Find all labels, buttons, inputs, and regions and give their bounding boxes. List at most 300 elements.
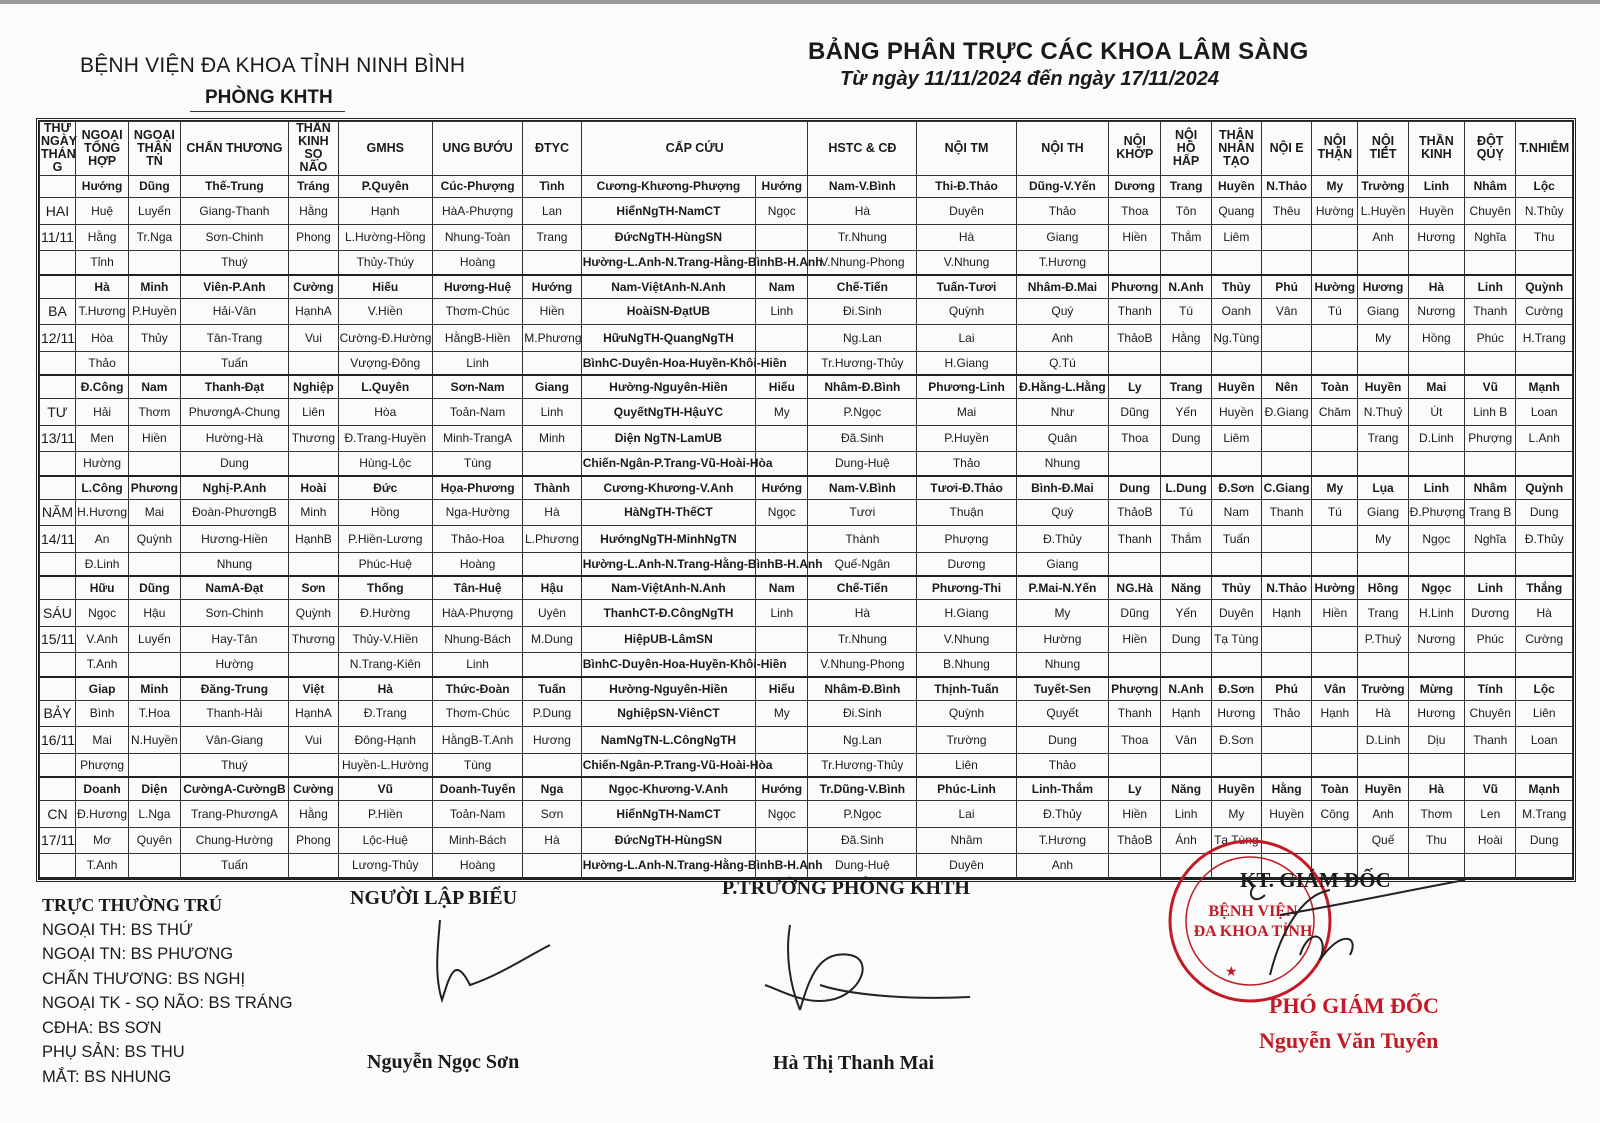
preparer-name: Nguyễn Ngọc Sơn (367, 1051, 520, 1073)
column-header-line: NỘI TM (944, 140, 989, 155)
table-cell: Vân (1261, 298, 1311, 324)
table-cell: Nhâm-Đ.Mai (1016, 275, 1108, 299)
table-cell: L.Huyền (1358, 198, 1408, 224)
table-cell: Minh (523, 425, 581, 451)
table-cell: Lai (917, 325, 1017, 351)
table-cell: Tr.Hương-Thủy (808, 351, 917, 375)
table-cell: Tú (1312, 298, 1358, 324)
table-cell: Tuấn (180, 854, 289, 878)
table-cell: Vũ (338, 777, 432, 801)
table-cell (1408, 753, 1464, 777)
table-cell: Hường-L.Anh-N.Trang-Hằng-BìnhB-H.Anh (581, 251, 755, 275)
table-cell: Thi-Đ.Thảo (917, 175, 1017, 198)
table-cell: Thương (289, 425, 338, 451)
table-cell: Thoa (1109, 727, 1161, 753)
table-cell: Thảo-Hoa (432, 526, 522, 552)
table-cell: Thắm (1161, 224, 1211, 250)
table-cell: Nam-V.Bình (808, 175, 917, 198)
table-cell: Anh (1016, 325, 1108, 351)
table-cell: Cương-Khương-Phượng (581, 175, 755, 198)
table-cell (756, 425, 808, 451)
table-cell: Thuận (917, 499, 1017, 525)
table-cell: Hà (808, 600, 917, 626)
column-header-line: TỔNG (84, 140, 121, 155)
table-cell: Duyên (917, 854, 1017, 878)
table-cell: Đ.Sơn (1211, 677, 1261, 701)
table-cell: Quyết (1016, 700, 1108, 726)
table-cell: Thương (289, 626, 338, 652)
table-cell: Thu (1408, 827, 1464, 853)
deputy-head-title: P.TRƯỞNG PHÒNG KHTH (722, 877, 970, 899)
table-cell (1516, 552, 1573, 576)
table-cell: Hà (1408, 777, 1464, 801)
table-cell: Liêm (1211, 425, 1261, 451)
table-cell: Năng (1161, 576, 1211, 600)
table-cell: H.Hương (75, 499, 128, 525)
day-cell (40, 854, 76, 878)
table-row (40, 399, 1573, 425)
table-cell (523, 251, 581, 275)
table-cell: Hằng (75, 224, 128, 250)
table-cell: Giang-Thanh (180, 198, 289, 224)
day-cell (40, 175, 76, 198)
table-cell: Chiến-Ngân-P.Trang-Vũ-Hoài-Hòa (581, 753, 755, 777)
column-header-line: THẬN (1218, 127, 1254, 142)
table-row (40, 425, 1573, 451)
table-cell: Duyên (1211, 600, 1261, 626)
table-cell: Huyền (1211, 777, 1261, 801)
table-cell: Đ.Sơn (1211, 727, 1261, 753)
column-header (180, 122, 289, 176)
column-header-line: THÁN (41, 147, 76, 162)
table-cell: Mạnh (1516, 375, 1573, 399)
table-cell: P.Ngọc (808, 801, 917, 827)
table-cell: Hiền (1109, 626, 1161, 652)
day-cell (40, 677, 76, 701)
table-cell: Hường (75, 452, 128, 476)
table-cell: Sơn-Nam (432, 375, 522, 399)
table-cell: Ngọc (75, 600, 128, 626)
table-cell: Hương (1358, 275, 1408, 299)
table-cell: Phong (289, 827, 338, 853)
table-cell (129, 351, 180, 375)
table-cell: HạnhA (289, 298, 338, 324)
table-cell: Sơn-Chinh (180, 224, 289, 250)
table-cell: Quỳnh (1516, 275, 1573, 299)
column-header (523, 122, 581, 176)
table-cell: Hồng (1408, 325, 1464, 351)
table-cell: Tỉnh (75, 251, 128, 275)
table-cell: Nhâm-Đ.Bình (808, 677, 917, 701)
table-cell: Nhâm-Đ.Bình (808, 375, 917, 399)
table-cell: Đi.Sinh (808, 298, 917, 324)
table-cell: Hải-Vân (180, 298, 289, 324)
table-cell (129, 251, 180, 275)
table-cell (1312, 425, 1358, 451)
table-cell: Thành (523, 476, 581, 500)
vice-director-name: Nguyễn Văn Tuyên (1259, 1028, 1439, 1053)
table-cell: HàA-Phượng (432, 600, 522, 626)
table-cell: ThảoB (1109, 827, 1161, 853)
table-cell: Thêu (1261, 198, 1311, 224)
column-header (917, 122, 1017, 176)
table-cell: Thủy (129, 325, 180, 351)
table-cell: Thảo (1016, 198, 1108, 224)
day-cell (40, 777, 76, 801)
table-row (40, 653, 1573, 677)
table-cell (1312, 224, 1358, 250)
table-cell (1358, 552, 1408, 576)
table-cell: NamA-Đạt (180, 576, 289, 600)
table-cell: ThảoB (1109, 499, 1161, 525)
table-cell: Mai (1408, 375, 1464, 399)
table-cell: Linh (1161, 801, 1211, 827)
table-cell (1312, 727, 1358, 753)
column-header (129, 122, 180, 176)
table-cell (1516, 854, 1573, 878)
table-cell: Quỳnh (1516, 476, 1573, 500)
table-cell: Ánh (1161, 827, 1211, 853)
table-cell: Hải (75, 399, 128, 425)
day-cell (40, 375, 76, 399)
table-cell: Hà (1408, 275, 1464, 299)
table-cell (523, 351, 581, 375)
table-cell: Trang-PhươngA (180, 801, 289, 827)
table-cell (1261, 626, 1311, 652)
table-cell: Sơn-Chinh (180, 600, 289, 626)
table-cell: Tú (1161, 298, 1211, 324)
column-header-line: NỘI TH (1041, 140, 1084, 155)
table-cell (523, 452, 581, 476)
table-cell: Phú (1261, 275, 1311, 299)
table-cell: Dương (917, 552, 1017, 576)
table-cell: L.Quyên (338, 375, 432, 399)
vice-director-signature (1240, 875, 1470, 985)
table-cell: Diện NgTN-LamUB (581, 425, 755, 451)
table-cell: P.Thuỷ (1358, 626, 1408, 652)
table-cell: Hướng (756, 175, 808, 198)
table-cell: Tr.Nhung (808, 626, 917, 652)
table-cell (289, 753, 338, 777)
table-cell (129, 552, 180, 576)
table-cell (289, 552, 338, 576)
oncall-item: NGOẠI TK - SỌ NÃO: BS TRÁNG (42, 994, 293, 1012)
table-cell: P.Hiền (338, 801, 432, 827)
column-header-line: T.NHIỄM (1519, 140, 1570, 155)
table-cell (1516, 753, 1573, 777)
table-cell: Toản-Nam (432, 399, 522, 425)
table-cell: Quyên (129, 827, 180, 853)
table-cell: Mai (917, 399, 1017, 425)
column-header-line: CHẤN THƯƠNG (186, 140, 283, 155)
table-cell: BìnhC-Duyên-Hoa-Huyền-Khôi-Hiền (581, 653, 755, 677)
table-cell (1408, 251, 1464, 275)
table-cell: Linh (756, 298, 808, 324)
table-cell: Công (1312, 801, 1358, 827)
table-cell: Đ.Hường (338, 600, 432, 626)
oncall-item: CĐHA: BS SƠN (42, 1018, 162, 1037)
table-cell: Thanh (1109, 700, 1161, 726)
day-cell: HAI (40, 198, 76, 224)
table-cell: Linh (432, 653, 522, 677)
table-cell: Uyên (523, 600, 581, 626)
table-cell: Trang (1358, 425, 1408, 451)
table-cell: Cường (289, 275, 338, 299)
table-cell: Hương (1408, 224, 1464, 250)
table-cell: P.Mai-N.Yến (1016, 576, 1108, 600)
table-cell: Chung-Hường (180, 827, 289, 853)
table-cell: Nhâm (1465, 476, 1516, 500)
table-cell: Hoàng (432, 552, 522, 576)
table-cell: Mừng (1408, 677, 1464, 701)
table-row (40, 600, 1573, 626)
table-cell: V.Hiền (338, 298, 432, 324)
column-header-line: TIẾT (1369, 147, 1397, 162)
table-cell: Dung (180, 452, 289, 476)
day-cell: BẢY (40, 700, 76, 726)
table-cell (1312, 452, 1358, 476)
page-title: BẢNG PHÂN TRỰC CÁC KHOA LÂM SÀNG (808, 38, 1309, 65)
day-cell: 14/11 (40, 526, 76, 552)
day-cell (40, 753, 76, 777)
table-cell: Hường (1016, 626, 1108, 652)
table-row (40, 777, 1573, 801)
table-cell: Viên-P.Anh (180, 275, 289, 299)
table-cell: Hương (1408, 700, 1464, 726)
table-cell: P.Hiền-Lương (338, 526, 432, 552)
day-cell: CN (40, 801, 76, 827)
table-cell (1358, 351, 1408, 375)
table-cell (1516, 251, 1573, 275)
table-cell: N.Anh (1161, 275, 1211, 299)
table-cell: N.Thảo (1261, 576, 1311, 600)
table-cell: Luyến (129, 198, 180, 224)
table-cell: Sơn (289, 576, 338, 600)
table-cell: Phượng (917, 526, 1017, 552)
table-cell: HằngB-T.Anh (432, 727, 522, 753)
table-cell (1261, 526, 1311, 552)
table-cell: NG.Hà (1109, 576, 1161, 600)
table-cell: Đã.Sinh (808, 425, 917, 451)
table-row (40, 677, 1573, 701)
table-cell: Tuấn (523, 677, 581, 701)
column-header (1161, 122, 1211, 176)
table-cell: Đ.Thủy (1016, 526, 1108, 552)
table-cell (523, 854, 581, 878)
oncall-item: CHẤN THƯƠNG: BS NGHỊ (42, 969, 246, 988)
table-cell: Đ.Giang (1261, 399, 1311, 425)
table-cell: Minh (129, 275, 180, 299)
table-cell: Hoàng (432, 854, 522, 878)
table-cell: Thuý (180, 251, 289, 275)
table-cell: Thanh-Đạt (180, 375, 289, 399)
table-cell: Hướng (756, 777, 808, 801)
table-cell: Đ.Thủy (1016, 801, 1108, 827)
table-cell: Thống (338, 576, 432, 600)
table-cell: Hà (75, 275, 128, 299)
table-cell: Phượng (1465, 425, 1516, 451)
column-header-line: KINH (1421, 147, 1452, 162)
table-cell: Việt (289, 677, 338, 701)
table-cell: Hường-L.Anh-N.Trang-Hằng-BìnhB-H.Anh (581, 854, 755, 878)
table-cell (1516, 452, 1573, 476)
table-cell: Quỳnh (917, 700, 1017, 726)
table-cell: Dung (1161, 626, 1211, 652)
table-cell: Mơ (75, 827, 128, 853)
table-cell: V.Nhung-Phong (808, 251, 917, 275)
table-cell: Phúc-Linh (917, 777, 1017, 801)
table-cell: Thơm (1408, 801, 1464, 827)
day-cell: NĂM (40, 499, 76, 525)
table-cell: HữuNgTH-QuangNgTH (581, 325, 755, 351)
table-cell: Vui (289, 727, 338, 753)
table-cell: Quế (1358, 827, 1408, 853)
table-cell: My (1358, 325, 1408, 351)
table-cell: Minh (289, 499, 338, 525)
table-cell: My (756, 700, 808, 726)
table-cell: Hồng (1358, 576, 1408, 600)
table-cell: Bình-Đ.Mai (1016, 476, 1108, 500)
table-cell (1109, 653, 1161, 677)
table-cell: N.Thủy (1516, 198, 1573, 224)
table-cell: Mai (129, 499, 180, 525)
table-cell: Cương-Khương-V.Anh (581, 476, 755, 500)
table-row (40, 801, 1573, 827)
table-cell: HằngB-Hiền (432, 325, 522, 351)
svg-text:ĐA KHOA TỈNH: ĐA KHOA TỈNH (1193, 923, 1313, 940)
day-cell (40, 576, 76, 600)
table-cell: Quý (1016, 298, 1108, 324)
table-cell: Cúc-Phượng (432, 175, 522, 198)
table-cell: Đ.Hương (75, 801, 128, 827)
table-cell: Dũng (129, 175, 180, 198)
table-cell (1261, 753, 1311, 777)
table-cell: Dũng (129, 576, 180, 600)
table-cell (1109, 753, 1161, 777)
table-cell: Nhung-Toàn (432, 224, 522, 250)
table-cell: Phúc (1465, 626, 1516, 652)
column-header-line: THẬN (1317, 147, 1353, 162)
table-cell (1261, 351, 1311, 375)
table-cell: Nghĩa (1465, 224, 1516, 250)
table-cell: V.Anh (75, 626, 128, 652)
table-cell: Chế-Tiến (808, 576, 917, 600)
table-cell: Tuấn-Tươi (917, 275, 1017, 299)
table-cell: ThảoB (1109, 325, 1161, 351)
table-cell: L.Hường-Hồng (338, 224, 432, 250)
table-cell: Lộc (1516, 175, 1573, 198)
table-cell: Lụa (1358, 476, 1408, 500)
table-cell (756, 626, 808, 652)
table-cell: Ng.Tùng (1211, 325, 1261, 351)
table-cell: Hạnh (1161, 700, 1211, 726)
table-cell: Huyền (1211, 399, 1261, 425)
table-cell: Chăm (1312, 399, 1358, 425)
table-cell: Dung (1016, 727, 1108, 753)
table-cell: Lộc-Huệ (338, 827, 432, 853)
table-cell: H.Giang (917, 600, 1017, 626)
table-cell: Linh-Thắm (1016, 777, 1108, 801)
table-cell: Hạnh (1312, 700, 1358, 726)
table-cell: Hoài (289, 476, 338, 500)
column-header (1465, 122, 1516, 176)
table-cell: Thanh-Hải (180, 700, 289, 726)
table-cell: Hướng (523, 275, 581, 299)
table-cell: Quế-Ngân (808, 552, 917, 576)
table-cell: Chuyên (1465, 198, 1516, 224)
table-row (40, 175, 1573, 198)
table-cell: Hà (1516, 600, 1573, 626)
table-cell: Thủy-V.Hiền (338, 626, 432, 652)
table-cell: Giap (75, 677, 128, 701)
table-cell (1161, 452, 1211, 476)
hospital-name: BỆNH VIỆN ĐA KHOA TỈNH NINH BÌNH (80, 54, 466, 77)
table-cell: Thịnh-Tuấn (917, 677, 1017, 701)
table-cell: Huyền-L.Hường (338, 753, 432, 777)
table-row (40, 727, 1573, 753)
table-cell: Lộc (1516, 677, 1573, 701)
date-range: Từ ngày 11/11/2024 đến ngày 17/11/2024 (840, 68, 1219, 90)
table-cell: Hướng (75, 175, 128, 198)
table-cell (1312, 626, 1358, 652)
table-cell: My (1016, 600, 1108, 626)
table-cell: Nam-ViệtAnh-N.Anh (581, 576, 755, 600)
svg-text:★: ★ (1225, 963, 1238, 979)
column-header-line: HSTC & CĐ (828, 140, 897, 155)
table-cell: My (756, 399, 808, 425)
column-header-line: TN (146, 153, 163, 168)
table-cell: Dung (1516, 827, 1573, 853)
table-cell: Oanh (1211, 298, 1261, 324)
table-cell: T.Anh (75, 854, 128, 878)
table-cell: Dũng-V.Yến (1016, 175, 1108, 198)
table-cell: Hà (808, 198, 917, 224)
table-cell: Phương-Linh (917, 375, 1017, 399)
day-cell (40, 251, 76, 275)
table-cell: Ngọc (756, 499, 808, 525)
table-cell: An (75, 526, 128, 552)
table-cell: ThanhCT-Đ.CôngNgTH (581, 600, 755, 626)
table-cell: Tân-Trang (180, 325, 289, 351)
table-cell (523, 753, 581, 777)
preparer-signature (430, 915, 560, 1010)
table-cell: Thủy (1211, 576, 1261, 600)
table-cell: Phượng (1109, 677, 1161, 701)
table-row (40, 526, 1573, 552)
table-cell: Thủy (1211, 275, 1261, 299)
table-cell: T.Hương (75, 298, 128, 324)
column-header-line: UNG BƯỚU (442, 140, 513, 155)
table-cell: Linh (1465, 275, 1516, 299)
table-cell: Trường (917, 727, 1017, 753)
table-cell (1465, 552, 1516, 576)
table-cell (1408, 552, 1464, 576)
table-cell (289, 251, 338, 275)
column-header-line: NGOẠI (81, 127, 123, 142)
table-cell: Hoài (1465, 827, 1516, 853)
table-cell (1161, 653, 1211, 677)
table-cell: Q.Tú (1016, 351, 1108, 375)
column-header-line: THỨ (43, 121, 71, 135)
table-cell: Hoàng (432, 251, 522, 275)
table-cell: Hương (1211, 700, 1261, 726)
table-cell: Đ.Trang (338, 700, 432, 726)
table-cell: Hậu (523, 576, 581, 600)
column-header (289, 122, 338, 176)
table-cell: L.Công (75, 476, 128, 500)
table-cell: V.Nhung-Phong (808, 653, 917, 677)
table-cell: Như (1016, 399, 1108, 425)
